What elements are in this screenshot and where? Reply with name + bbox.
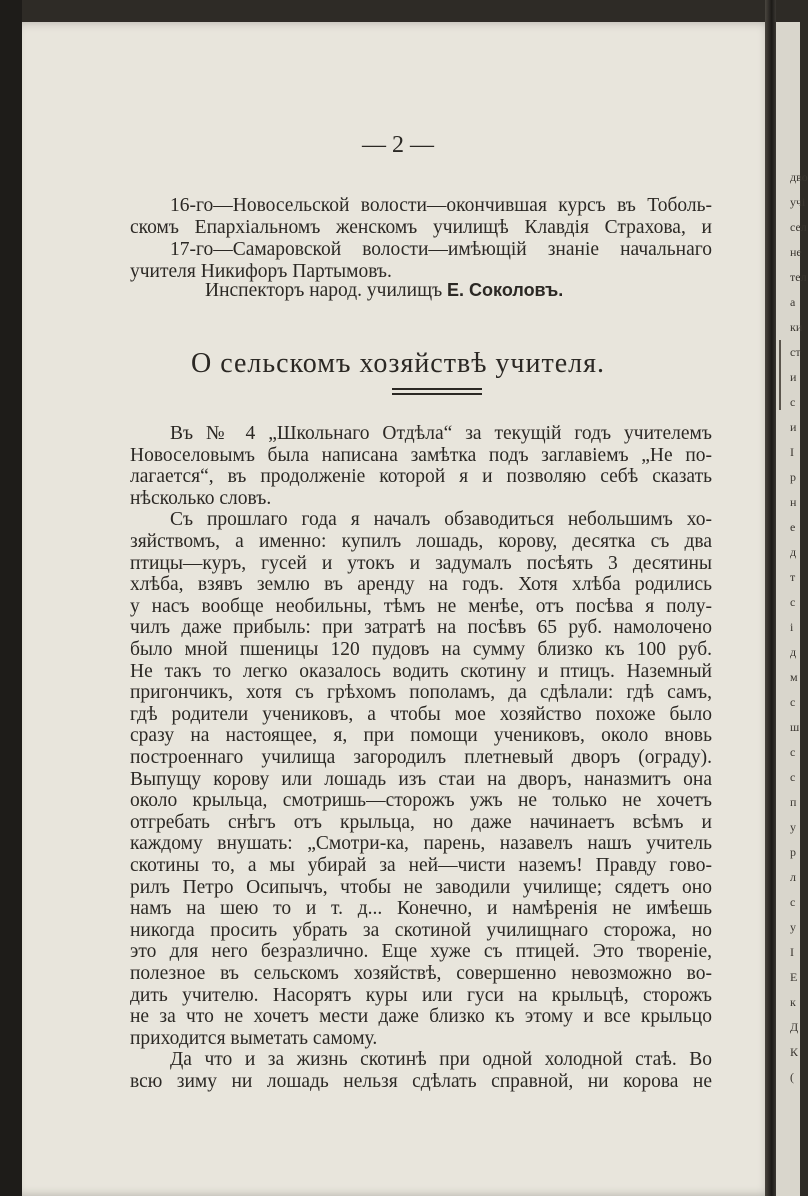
body-line: гдѣ родители учениковъ, а чтобы мое хозяйство похоже было bbox=[130, 703, 712, 725]
body-line: было мной пшеницы 120 пудовъ на сумму близко къ 100 руб. bbox=[130, 639, 712, 660]
adjacent-page-fragment: с bbox=[790, 595, 796, 609]
adjacent-page-fragment: у bbox=[790, 920, 796, 934]
body-line: пригончикъ, хотя съ грѣхомъ пополамъ, да сдѣлали: гдѣ самъ, bbox=[130, 682, 712, 704]
body-line: скотины то, а мы убирай за ней—чисти наземъ! Правду гово- bbox=[130, 855, 712, 876]
adjacent-page-fragment: д bbox=[790, 645, 797, 659]
body-line: хлѣба, взявъ землю въ аренду на годъ. Хотя хлѣба родились bbox=[130, 574, 712, 596]
body-line: Въ № 4 „Школьнаго Отдѣла“ за текущій годъ учителемъ bbox=[170, 423, 712, 444]
body-line: отгребать снѣгъ отъ крыльца, но даже начинаетъ всѣмъ и bbox=[130, 811, 712, 833]
body-line: Выпущу корову или лошадь изъ стаи на дворъ, наназмитъ она bbox=[130, 768, 712, 790]
adjacent-page-fragment: ш bbox=[790, 720, 800, 734]
body-line: каждому внушать: „Смотри-ка, парень, назавелъ нашъ учитель bbox=[130, 833, 712, 855]
adjacent-page-fragment: т bbox=[790, 570, 796, 584]
body-line: около крыльца, смотришь—сторожъ ужъ не только не хочетъ bbox=[130, 790, 712, 812]
body-line: рилъ Петро Осипычъ, чтобы не заводили училище; сядетъ оно bbox=[130, 876, 712, 898]
body-line: зяйствомъ, а именно: купилъ лошадь, корову, десятка съ два bbox=[130, 531, 712, 552]
body-line: чилъ даже прибыль: при затратѣ на посѣвъ 65 руб. намолочено bbox=[130, 617, 712, 639]
adjacent-page-fragment: с bbox=[790, 695, 796, 709]
adjacent-page-rule bbox=[779, 340, 781, 410]
adjacent-page-fragment: Е bbox=[790, 970, 798, 984]
article-title: О сельскомъ хозяйствѣ учителя. bbox=[191, 348, 605, 379]
book-page bbox=[22, 22, 774, 1196]
body-line: дить учителю. Насорятъ куры или гуси на крыльцѣ, сторожъ bbox=[130, 984, 712, 1006]
body-line: полезное въ сельскомъ хозяйствѣ, совершенно невозможно во- bbox=[130, 963, 712, 984]
signature-line bbox=[205, 280, 563, 302]
intro-line: 17-го—Самаровской волости—имѣющій знаніе начальнаго bbox=[170, 239, 712, 260]
body-line: Новоселовымъ была написана замѣтка подъ заглавіемъ „Не по- bbox=[130, 444, 712, 466]
adjacent-page-fragment: с bbox=[790, 895, 796, 909]
signature-name: Е. Соколовъ. bbox=[447, 280, 564, 300]
adjacent-page-fragment: ( bbox=[790, 1070, 794, 1084]
adjacent-page-fragment: не bbox=[790, 245, 802, 259]
scan-left-border bbox=[0, 0, 22, 1196]
adjacent-page-fragment: ки bbox=[790, 320, 803, 334]
adjacent-page-fragment: д bbox=[790, 545, 797, 559]
adjacent-page-fragment: сел bbox=[790, 220, 807, 234]
adjacent-page-fragment: І bbox=[790, 945, 794, 959]
adjacent-page-fragment: а bbox=[790, 295, 796, 309]
body-line: построеннаго училища загородилъ плетневый дворъ (ограду). bbox=[130, 747, 712, 768]
title-underline bbox=[392, 388, 482, 390]
adjacent-page-fragment: с bbox=[790, 745, 796, 759]
title-underline-second bbox=[392, 393, 482, 395]
body-line: намъ на шею то и т. д... Конечно, и намѣренія не имѣешь bbox=[130, 898, 712, 920]
body-line: всю зиму ни лошадь нельзя сдѣлать справной, ни корова не bbox=[130, 1071, 712, 1092]
signature-title: Инспекторъ народ. училищъ bbox=[205, 280, 443, 301]
body-line: птицы—куръ, гусей и утокъ и задумалъ посѣять 3 десятины bbox=[130, 552, 712, 574]
adjacent-page-fragment: н bbox=[790, 495, 797, 509]
page-number: — 2 — bbox=[362, 132, 434, 158]
book-binding bbox=[765, 0, 776, 1196]
adjacent-page-fragment: I bbox=[790, 445, 794, 459]
intro-line: скомъ Епархіальномъ женскомъ училищѣ Клавдія Страхова, и bbox=[130, 217, 712, 238]
adjacent-page-fragment: м bbox=[790, 670, 798, 684]
adjacent-page-fragment: с bbox=[790, 770, 796, 784]
adjacent-page-fragment: і bbox=[790, 620, 794, 634]
adjacent-page-fragment: Д bbox=[790, 1020, 799, 1034]
adjacent-page-fragment: л bbox=[790, 870, 796, 884]
body-line: Не такъ то легко оказалось водить скотину и птицъ. Наземный bbox=[130, 660, 712, 682]
intro-line: 16-го—Новосельской волости—окончившая курсъ въ Тоболь- bbox=[170, 195, 712, 216]
adjacent-page-fragment: и bbox=[790, 370, 797, 384]
adjacent-page-fragment: к bbox=[790, 995, 796, 1009]
body-line: Да что и за жизнь скотинѣ при одной холодной стаѣ. Во bbox=[170, 1049, 712, 1071]
adjacent-page-fragment: р bbox=[790, 470, 796, 484]
adjacent-page-fragment: дво bbox=[790, 170, 808, 184]
adjacent-page-fragment: тел bbox=[790, 270, 807, 284]
intro-line: учителя Никифоръ Партымовъ. bbox=[130, 261, 392, 282]
body-line: никогда просить убрать за скотиной училищнаго сторожа, но bbox=[130, 919, 712, 941]
adjacent-page-fragment: ст bbox=[790, 345, 801, 359]
body-line: это для него безразлично. Еще хуже съ птицей. Это твореніе, bbox=[130, 941, 712, 963]
adjacent-page-edge bbox=[776, 22, 808, 1196]
body-line: нѣсколько словъ. bbox=[130, 487, 272, 509]
adjacent-page-fragment: е bbox=[790, 520, 796, 534]
body-line: сразу на настоящее, я, при помощи учениковъ, около вновь bbox=[130, 725, 712, 747]
body-line: Съ прошлаго года я началъ обзаводиться небольшимъ хо- bbox=[170, 509, 712, 531]
body-line: приходится выметать самому. bbox=[130, 1027, 378, 1049]
adjacent-page-fragment: у bbox=[790, 820, 796, 834]
body-line: лагается“, въ продолженіе которой я и позволяю себѣ сказать bbox=[130, 466, 712, 488]
adjacent-page-fragment: учі bbox=[790, 195, 806, 209]
adjacent-page-fragment: К bbox=[790, 1045, 799, 1059]
adjacent-page-fragment: п bbox=[790, 795, 797, 809]
adjacent-page-fragment: р bbox=[790, 845, 796, 859]
body-line: у насъ вообще необильны, тѣмъ не менѣе, отъ посѣва я полу- bbox=[130, 595, 712, 617]
adjacent-page-fragment: и bbox=[790, 420, 797, 434]
body-line: не за что не хочетъ мести даже близко къ этому и все крыльцо bbox=[130, 1006, 712, 1028]
adjacent-page-fragment: с bbox=[790, 395, 796, 409]
